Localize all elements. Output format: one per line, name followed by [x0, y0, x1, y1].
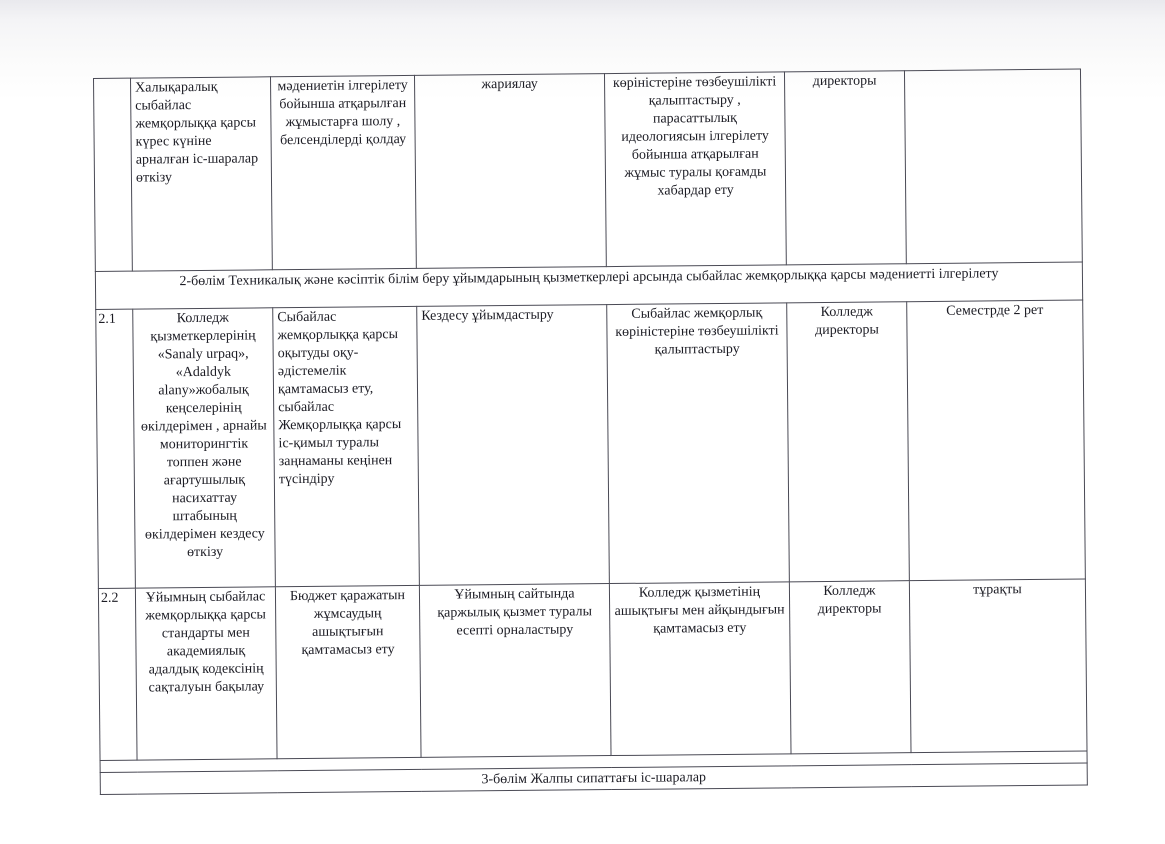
responsible-cell: Колледж директоры — [787, 302, 910, 582]
document-page — [93, 69, 1088, 795]
responsible-cell: Колледж директоры — [789, 581, 911, 754]
event-cell: Колледж қызметкерлерінің «Sanaly urpaq», «Adaldyk alany»жобалық кеңселерінің өкілдерімен , арнайы мониторингтік топпен және ағартушылық насихаттау штабының өкілдерімен кездесу өткізу — [133, 308, 276, 588]
section-2-title: 2-бөлім Техникалық және кәсіптік білім беру ұйымдарының қызметкерлері арсында сыбайлас жемқорлыққа қарсы мәдениетті ілгерілету — [95, 262, 1082, 309]
event-cell: Ұйымның сыбайлас жемқорлыққа қарсы стандарты мен академиялық адалдық кодексінің сақталуын бақылау — [135, 587, 277, 760]
form-cell: Ұйымның сайтында қаржылық қызмет туралы есепті орналастыру — [419, 584, 611, 758]
row-number-cell — [94, 78, 133, 271]
goal-cell: Сыбайлас жемқорлыққа қарсы оқытуды оқу-әдістемелік қамтамасыз ету, сыбайлас Жемқорлыққа қарсы іс-қимыл туралы заңнаманы кеңінен түсіндіру — [273, 306, 420, 586]
event-cell: Халықаралық сыбайлас жемқорлыққа қарсы күрес күніне арналған іс-шаралар өткізу — [131, 77, 273, 271]
result-cell: Колледж қызметінің ашықтығы мен айқындығын қамтамасыз ету — [609, 582, 791, 756]
row-number-cell: 2.2 — [98, 588, 137, 760]
row-number-cell: 2.1 — [96, 309, 136, 588]
plan-table — [93, 69, 1088, 795]
deadline-cell: тұрақты — [909, 579, 1087, 753]
result-cell: көріністеріне төзбеушілікті қалыптастыру , парасаттылық идеологиясын ілгерілету бойынша атқарылған жұмыс туралы қоғамды хабардар ету — [604, 72, 786, 267]
deadline-cell — [904, 69, 1082, 264]
goal-cell: Бюджет қаражатын жұмсаудың ашықтығын қамтамасыз ету — [275, 585, 421, 758]
section-3-title: 3-бөлім Жалпы сипаттағы іс-шаралар — [100, 763, 1087, 794]
table-row — [96, 300, 1086, 588]
deadline-cell: Семестрде 2 рет — [907, 300, 1086, 581]
goal-cell: мәдениетін ілгерілету бойынша атқарылған жұмыстарға шолу , белсенділерді қолдау — [270, 75, 416, 269]
responsible-cell: директоры — [784, 71, 906, 265]
form-cell: жариялау — [414, 74, 606, 269]
table-row — [94, 69, 1083, 271]
result-cell: Сыбайлас жемқорлық көріністеріне төзбеушілікті қалыптастыру — [607, 303, 790, 584]
form-cell: Кездесу ұйымдастыру — [417, 305, 610, 586]
table-row — [98, 579, 1087, 760]
